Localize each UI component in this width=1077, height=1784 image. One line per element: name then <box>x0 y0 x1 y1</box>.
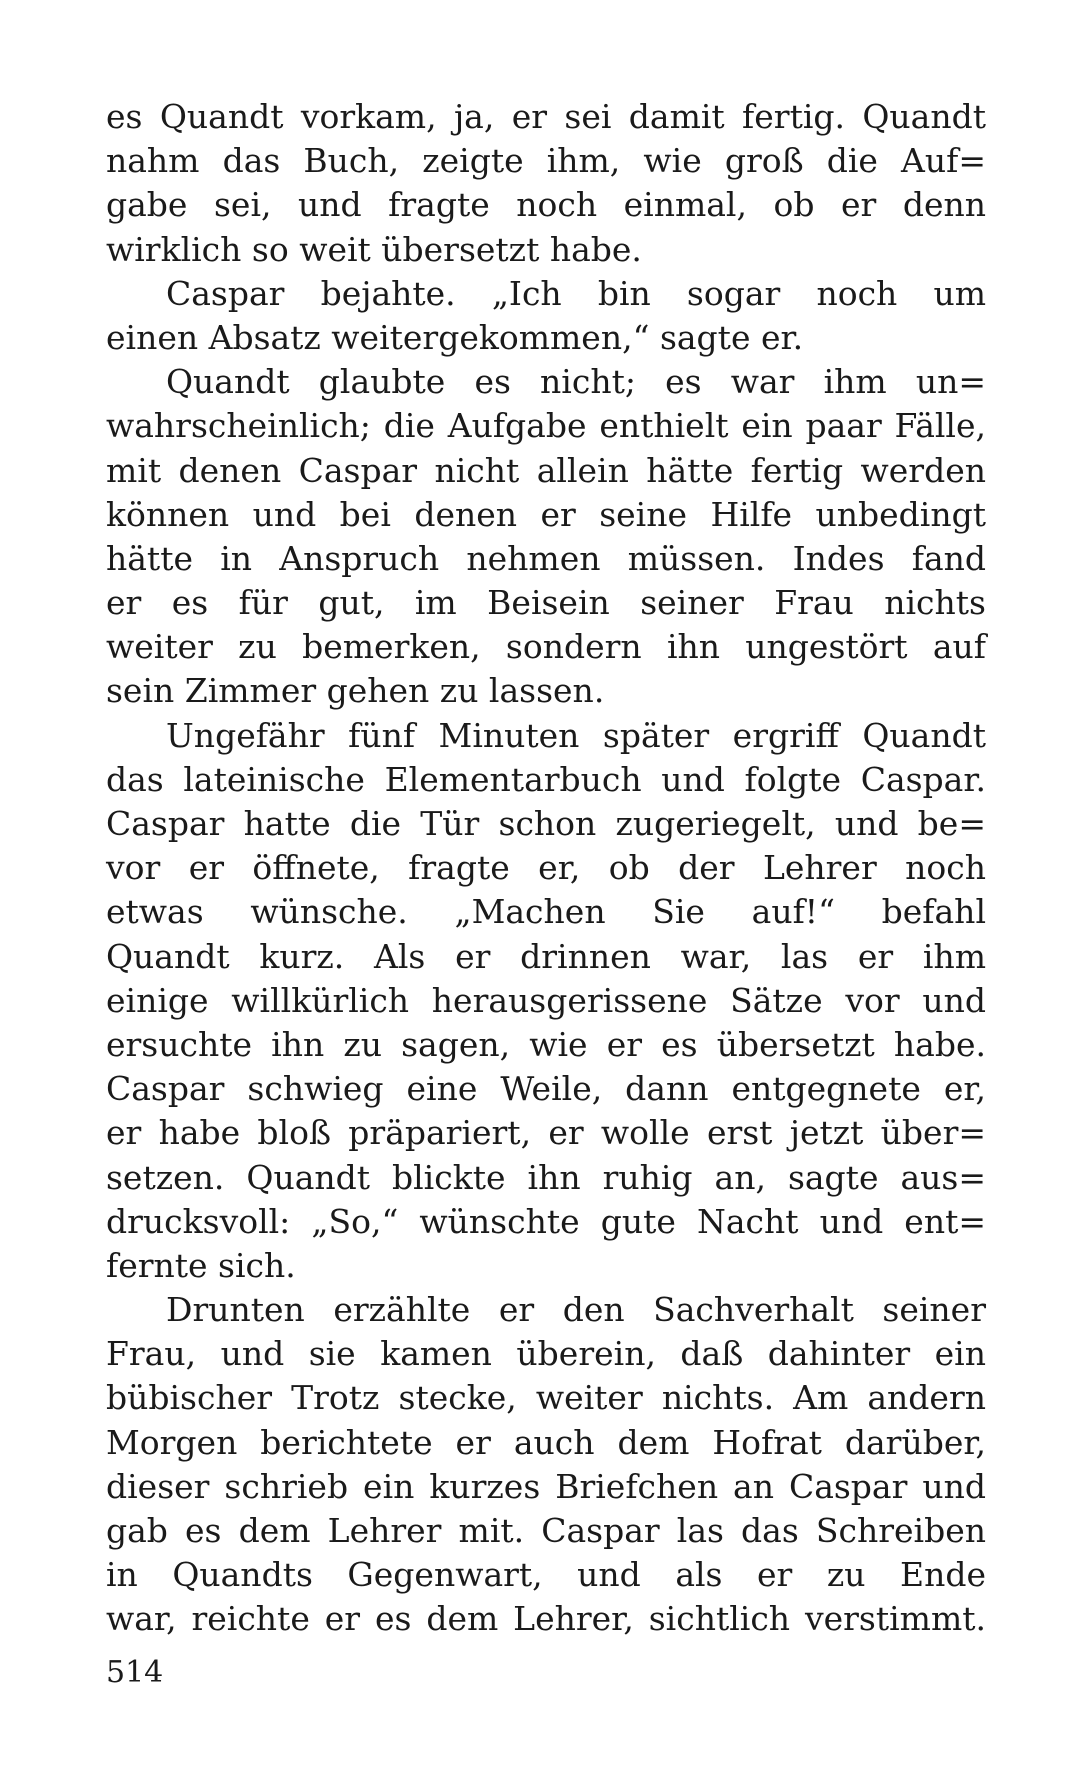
text-line: wirklich so weit übersetzt habe. <box>106 229 642 269</box>
text-line: Quandt kurz. Als er drinnen war, las er ihm <box>106 936 986 976</box>
text-line: Drunten erzählte er den Sachverhalt seiner <box>166 1290 986 1330</box>
text-line: hätte in Anspruch nehmen müssen. Indes fand <box>106 538 986 578</box>
text-line: gab es dem Lehrer mit. Caspar las das Schreiben <box>106 1511 986 1550</box>
text-line: weiter zu bemerken, sondern ihn ungestört auf <box>106 627 986 667</box>
text-line: nahm das Buch, zeigte ihm, wie groß die Auf= <box>106 141 986 181</box>
text-line: sein Zimmer gehen zu lassen. <box>106 671 605 711</box>
text-line: Morgen berichtete er auch dem Hofrat darüber, <box>106 1422 986 1462</box>
body-text <box>106 95 986 1642</box>
text-line: dieser schrieb ein kurzes Briefchen an Caspar und <box>106 1466 986 1506</box>
text-line: einige willkürlich herausgerissene Sätze vor und <box>106 980 986 1020</box>
text-line: war, reichte er es dem Lehrer, sichtlich verstimmt. <box>106 1599 986 1639</box>
text-line: das lateinische Elementarbuch und folgte Caspar. <box>106 759 986 799</box>
text-line: drucksvoll: „So,“ wünschte gute Nacht und ent= <box>106 1201 986 1241</box>
text-line: wahrscheinlich; die Aufgabe enthielt ein paar Fälle, <box>106 406 986 446</box>
text-line: können und bei denen er seine Hilfe unbedingt <box>106 494 986 534</box>
text-line: einen Absatz weitergekommen,“ sagte er. <box>106 317 804 357</box>
text-line: Caspar hatte die Tür schon zugeriegelt, und be= <box>106 804 986 843</box>
text-line: Caspar bejahte. „Ich bin sogar noch um <box>166 273 986 313</box>
text-line: gabe sei, und fragte noch einmal, ob er denn <box>106 185 986 225</box>
text-line: mit denen Caspar nicht allein hätte fertig werden <box>106 450 986 490</box>
text-line: setzen. Quandt blickte ihn ruhig an, sagte aus= <box>106 1157 986 1197</box>
text-line: Caspar schwieg eine Weile, dann entgegnete er, <box>106 1069 986 1109</box>
text-line: bübischer Trotz stecke, weiter nichts. Am andern <box>106 1378 986 1418</box>
text-line: fernte sich. <box>106 1245 296 1285</box>
text-line: er habe bloß präpariert, er wolle erst jetzt über= <box>106 1113 986 1153</box>
text-line: Frau, und sie kamen überein, daß dahinter ein <box>106 1334 986 1374</box>
text-line: etwas wünsche. „Machen Sie auf!“ befahl <box>106 892 986 932</box>
text-line: in Quandts Gegenwart, und als er zu Ende <box>106 1555 986 1595</box>
text-line: Quandt glaubte es nicht; es war ihm un= <box>166 362 986 402</box>
page-number: 514 <box>106 1655 164 1690</box>
text-line: es Quandt vorkam, ja, er sei damit fertig. Quandt <box>106 97 986 136</box>
text-line: Ungefähr fünf Minuten später ergriff Quandt <box>166 715 986 755</box>
text-line: vor er öffnete, fragte er, ob der Lehrer noch <box>106 848 986 888</box>
text-line: ersuchte ihn zu sagen, wie er es übersetzt habe. <box>106 1024 986 1064</box>
text-line: er es für gut, im Beisein seiner Frau nichts <box>106 583 986 623</box>
